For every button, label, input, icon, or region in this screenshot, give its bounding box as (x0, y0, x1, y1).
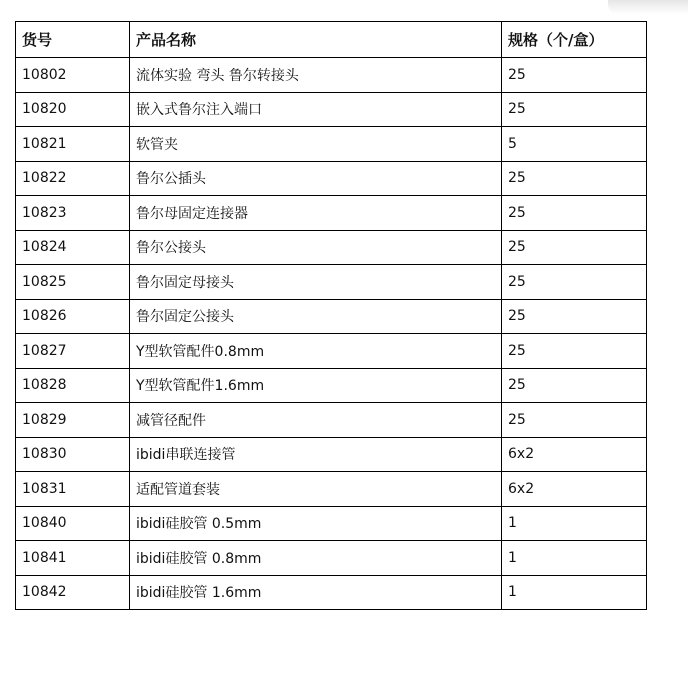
cell-sku: 10824 (16, 230, 130, 265)
cell-product-name: ibidi硅胶管 0.5mm (130, 506, 502, 541)
cell-spec: 6x2 (502, 472, 647, 507)
cell-product-name: 鲁尔公接头 (130, 230, 502, 265)
cell-sku: 10802 (16, 58, 130, 93)
table-row (16, 92, 647, 127)
table-row (16, 403, 647, 438)
cell-sku: 10827 (16, 334, 130, 369)
window-corner-shadow (608, 0, 688, 14)
cell-product-name: 鲁尔固定公接头 (130, 299, 502, 334)
table-row (16, 265, 647, 300)
cell-sku: 10830 (16, 437, 130, 472)
table-row (16, 334, 647, 369)
header-sku: 货号 (16, 22, 130, 58)
table-row (16, 506, 647, 541)
cell-sku: 10820 (16, 92, 130, 127)
cell-spec: 1 (502, 506, 647, 541)
table-row (16, 541, 647, 576)
cell-spec: 1 (502, 541, 647, 576)
cell-product-name: 减管径配件 (130, 403, 502, 438)
cell-product-name: ibidi串联连接管 (130, 437, 502, 472)
cell-product-name: 鲁尔固定母接头 (130, 265, 502, 300)
cell-spec: 25 (502, 196, 647, 231)
product-table (15, 21, 647, 610)
cell-spec: 25 (502, 265, 647, 300)
cell-spec: 25 (502, 58, 647, 93)
cell-spec: 25 (502, 299, 647, 334)
table-row (16, 58, 647, 93)
cell-spec: 6x2 (502, 437, 647, 472)
cell-sku: 10829 (16, 403, 130, 438)
cell-sku: 10828 (16, 368, 130, 403)
cell-product-name: Y型软管配件0.8mm (130, 334, 502, 369)
table-row (16, 472, 647, 507)
cell-sku: 10826 (16, 299, 130, 334)
cell-product-name: 鲁尔公插头 (130, 161, 502, 196)
cell-sku: 10842 (16, 575, 130, 610)
table-row (16, 437, 647, 472)
cell-spec: 25 (502, 230, 647, 265)
header-spec: 规格（个/盒） (502, 22, 647, 58)
cell-sku: 10840 (16, 506, 130, 541)
table-row (16, 368, 647, 403)
cell-sku: 10821 (16, 127, 130, 162)
cell-product-name: ibidi硅胶管 1.6mm (130, 575, 502, 610)
cell-sku: 10822 (16, 161, 130, 196)
table-row (16, 230, 647, 265)
table-row (16, 299, 647, 334)
cell-sku: 10841 (16, 541, 130, 576)
cell-product-name: 适配管道套装 (130, 472, 502, 507)
cell-product-name: 流体实验 弯头 鲁尔转接头 (130, 58, 502, 93)
table-row (16, 196, 647, 231)
header-product-name: 产品名称 (130, 22, 502, 58)
table-header-row (16, 22, 647, 58)
cell-spec: 25 (502, 334, 647, 369)
cell-product-name: 鲁尔母固定连接器 (130, 196, 502, 231)
cell-sku: 10823 (16, 196, 130, 231)
cell-spec: 25 (502, 161, 647, 196)
cell-spec: 25 (502, 92, 647, 127)
cell-product-name: ibidi硅胶管 0.8mm (130, 541, 502, 576)
table-row (16, 127, 647, 162)
cell-spec: 25 (502, 403, 647, 438)
cell-sku: 10831 (16, 472, 130, 507)
cell-spec: 1 (502, 575, 647, 610)
cell-spec: 5 (502, 127, 647, 162)
cell-spec: 25 (502, 368, 647, 403)
cell-product-name: Y型软管配件1.6mm (130, 368, 502, 403)
cell-product-name: 嵌入式鲁尔注入端口 (130, 92, 502, 127)
table-row (16, 575, 647, 610)
cell-sku: 10825 (16, 265, 130, 300)
table-row (16, 161, 647, 196)
cell-product-name: 软管夹 (130, 127, 502, 162)
